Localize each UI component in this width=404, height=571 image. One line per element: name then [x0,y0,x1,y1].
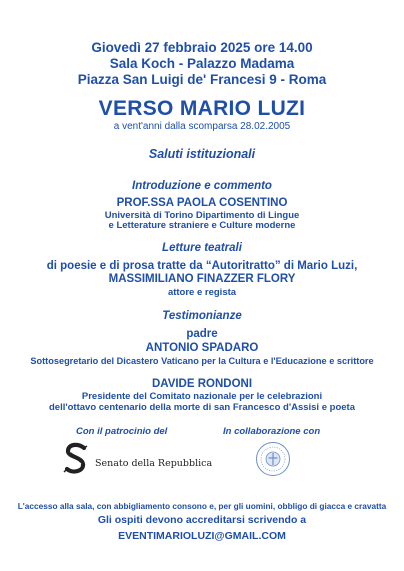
speaker-rondoni-role-1: Presidente del Comitato nazionale per le celebrazioni [81,391,323,402]
event-title: VERSO MARIO LUZI [98,97,306,120]
event-address: Piazza San Luigi de' Francesi 9 - Roma [77,72,327,87]
speaker-spadaro-role: Sottosegretario del Dicastero Vaticano per la Cultura e l'Educazione e scrittore [30,356,374,366]
committee-seal-icon [255,441,291,482]
access-note: L'accesso alla sala, con abbigliamento consono e, per gli uomini, obbligo di giacca e cravatta [17,501,387,511]
event-venue: Sala Koch - Palazzo Madama [109,56,295,71]
speaker-rondoni-name: DAVIDE RONDONI [151,378,253,390]
speaker-rondoni-role-2: dell'ottavo centenario della morte di san Francesco d'Assisi e poeta [49,402,355,413]
speaker-cosentino-name: PROF.SSA PAOLA COSENTINO [116,197,288,209]
section-saluti: Saluti istituzionali [148,147,256,161]
collaborazione-label: In collaborazione con [223,426,321,437]
event-subtitle: a vent'anni dalla scomparsa 28.02.2005 [113,121,291,132]
speaker-cosentino-affiliation-1: Università di Torino Dipartimento di Lingue [104,210,300,221]
contact-email: EVENTIMARIOLUZI@GMAIL.COM [118,530,286,542]
speaker-spadaro-prefix: padre [186,328,218,340]
senato-logo [62,440,213,480]
speaker-spadaro-name: ANTONIO SPADARO [145,342,259,354]
section-introduzione-heading: Introduzione e commento [132,180,272,192]
section-letture-heading: Letture teatrali [162,242,242,254]
accreditation-note: Gli ospiti devono accreditarsi scrivendo a [97,514,307,526]
speaker-finazzer-flory-name: MASSIMILIANO FINAZZER FLORY [108,273,296,285]
speaker-finazzer-flory-role: attore e regista [167,287,237,298]
event-date-time: Giovedì 27 febbraio 2025 ore 14.00 [91,40,313,55]
patrocinio-label: Con il patrocinio del [76,426,168,437]
section-testimonianze-heading: Testimonianze [162,310,242,322]
speaker-cosentino-affiliation-2: e Letterature straniere e Culture moderne [108,220,296,231]
letture-description: di poesie e di prosa tratte da “Autoritratto” di Mario Luzi, [46,260,358,272]
senato-name: Senato della Repubblica [95,458,213,469]
senato-emblem-icon [62,442,92,481]
